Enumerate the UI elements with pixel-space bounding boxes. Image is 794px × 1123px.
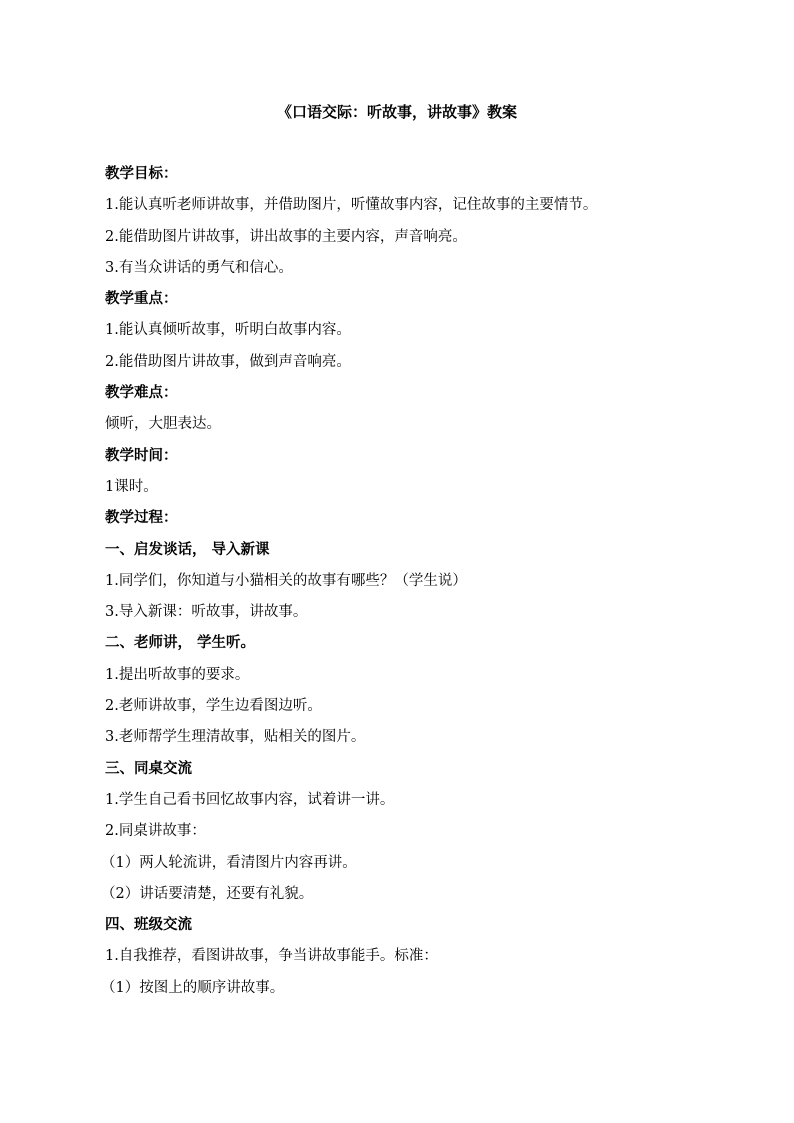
body-line: （1）按图上的顺序讲故事。	[101, 979, 285, 996]
body-line: 1课时。	[105, 478, 158, 495]
body-line: 3.有当众讲话的勇气和信心。	[105, 259, 293, 276]
body-line: 1.同学们，你知道与小猫相关的故事有哪些？（学生说）	[105, 572, 467, 589]
body-line: 1.提出听故事的要求。	[105, 666, 250, 683]
body-line: 1.能认真听老师讲故事，并借助图片，听懂故事内容，记住故事的主要情节。	[105, 197, 598, 214]
body-line: 1.自我推荐，看图讲故事，争当讲故事能手。标准：	[105, 948, 438, 965]
document-body	[101, 164, 705, 1009]
body-line: 2.同桌讲故事：	[105, 823, 206, 840]
body-line: 3.老师帮学生理清故事，贴相关的图片。	[105, 729, 366, 746]
body-line: 倾听，大胆表达。	[105, 416, 221, 433]
section-heading: 教学难点：	[105, 384, 178, 402]
body-line: 2.能借助图片讲故事，做到声音响亮。	[105, 353, 351, 370]
section-heading: 教学重点：	[105, 290, 178, 308]
section-heading: 二、老师讲， 学生听。	[105, 634, 256, 652]
body-line: 2.能借助图片讲故事，讲出故事的主要内容，声音响亮。	[105, 228, 467, 245]
section-heading: 三、同桌交流	[105, 759, 192, 777]
body-line: 3.导入新课：听故事，讲故事。	[105, 604, 308, 621]
body-line: 2.老师讲故事，学生边看图边听。	[105, 698, 322, 715]
section-heading: 教学过程：	[105, 509, 178, 527]
body-line: 1.能认真倾听故事，听明白故事内容。	[105, 322, 351, 339]
section-heading: 教学时间：	[105, 446, 178, 464]
section-heading: 一、启发谈话， 导入新课	[105, 540, 270, 558]
body-line: 1.学生自己看书回忆故事内容，试着讲一讲。	[105, 791, 395, 808]
body-line: （1）两人轮流讲，看清图片内容再讲。	[101, 854, 357, 871]
section-heading: 教学目标：	[105, 165, 178, 182]
document-title: 《口语交际：听故事，讲故事》教案	[276, 103, 517, 121]
body-line: （2）讲话要清楚，还要有礼貌。	[101, 885, 314, 902]
section-heading: 四、班级交流	[105, 916, 192, 934]
